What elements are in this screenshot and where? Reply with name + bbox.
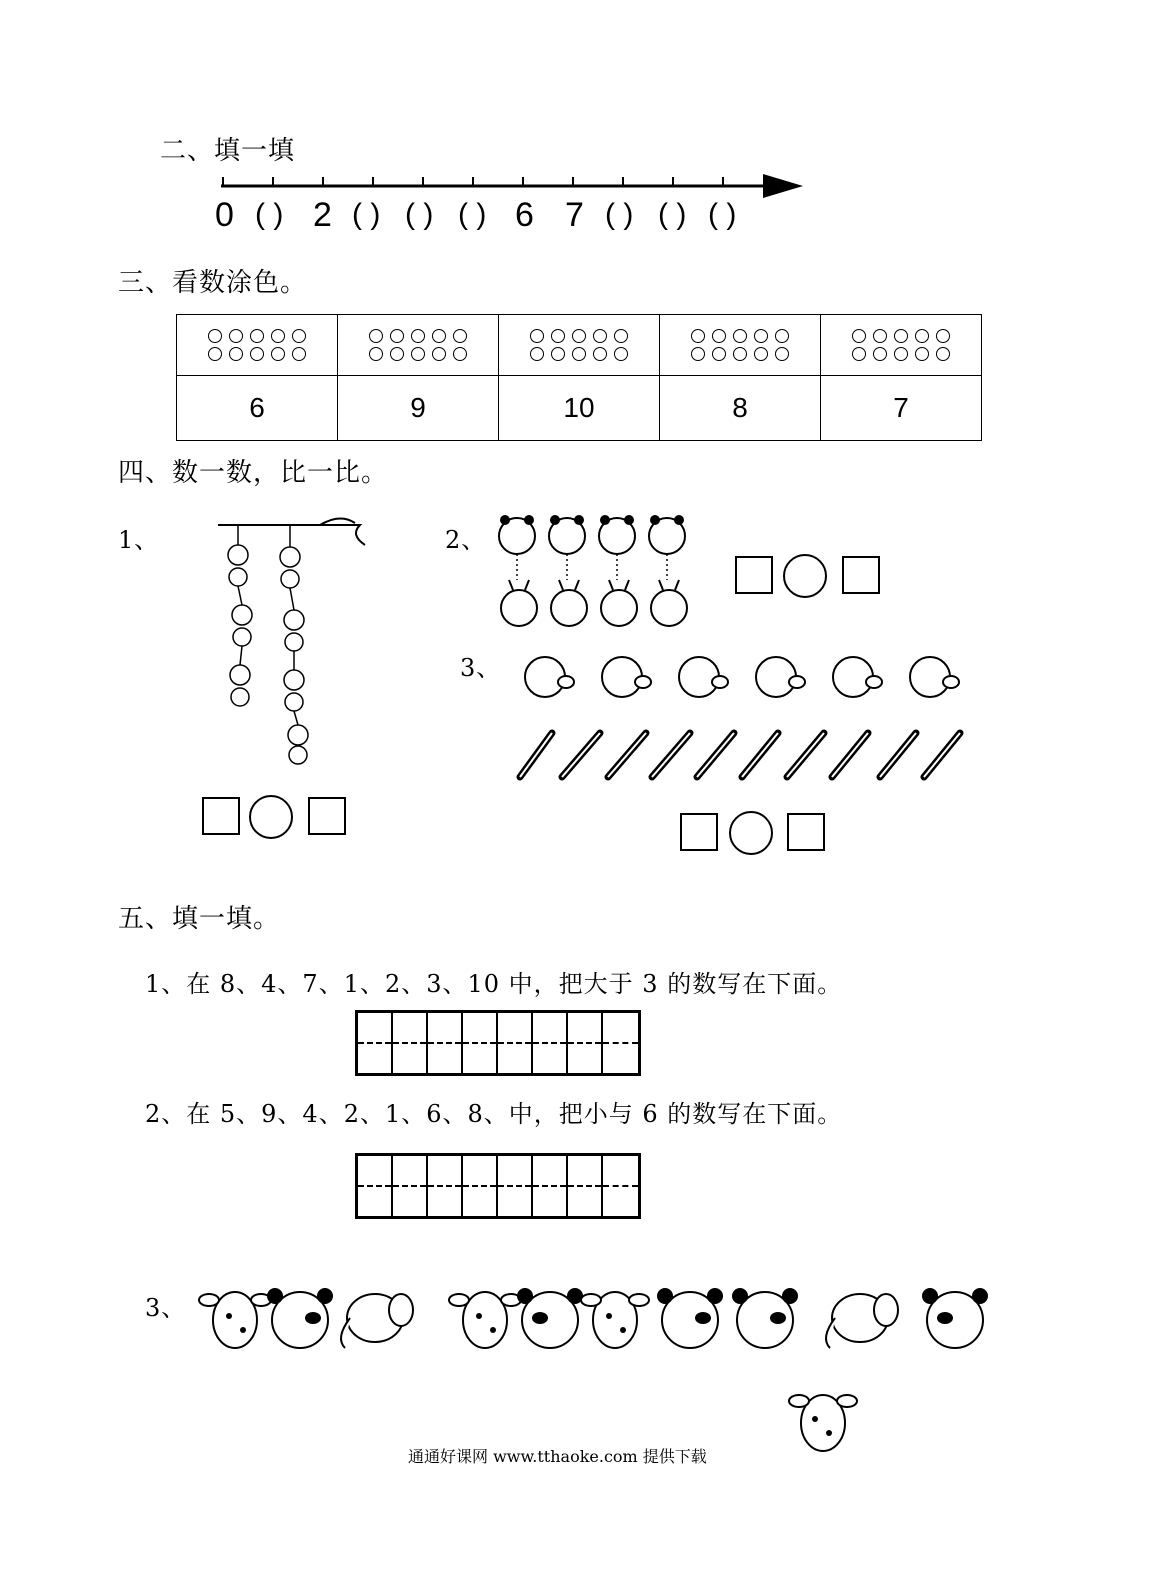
deer-icon	[501, 590, 687, 626]
question-2: 2、在 5、9、4、2、1、6、8、中，把小与 6 的数写在下面。	[145, 1100, 843, 1128]
number-line-label-6: 6	[515, 196, 534, 234]
giraffe-icon	[785, 1385, 865, 1460]
number-line-label-2: 2	[313, 196, 332, 234]
color-table	[176, 314, 982, 441]
circle-cell[interactable]	[338, 315, 499, 376]
compare-box[interactable]	[735, 556, 773, 594]
number-cell: 8	[660, 376, 821, 441]
compare-circle[interactable]	[249, 795, 293, 839]
stick-icon	[512, 725, 967, 785]
section2-heading: 二、填一填	[160, 136, 296, 166]
circle-cell[interactable]	[499, 315, 660, 376]
compare-circle[interactable]	[729, 811, 773, 855]
writing-grid-1[interactable]	[355, 1010, 641, 1076]
elephant-icon	[341, 1294, 413, 1348]
circle-cell[interactable]	[660, 315, 821, 376]
section4-heading: 四、数一数，比一比。	[118, 458, 389, 488]
monkey-icon	[210, 515, 370, 775]
compare-circle[interactable]	[783, 554, 827, 598]
number-line-blank[interactable]: ( )	[658, 198, 687, 231]
question-1: 1、在 8、4、7、1、2、3、10 中，把大于 3 的数写在下面。	[145, 970, 843, 998]
compare-box[interactable]	[842, 556, 880, 594]
number-line-blank[interactable]: ( )	[352, 198, 381, 231]
number-line-blank[interactable]: ( )	[405, 198, 434, 231]
animal-parade	[195, 1280, 995, 1360]
question-3-label: 3、	[145, 1294, 187, 1322]
number-line-blank[interactable]: ( )	[255, 198, 284, 231]
compare-box[interactable]	[202, 797, 240, 835]
number-cell: 9	[338, 376, 499, 441]
pig-icon	[520, 652, 965, 702]
number-line-blank[interactable]: ( )	[708, 198, 737, 231]
number-cell: 10	[499, 376, 660, 441]
compare-box[interactable]	[680, 813, 718, 851]
writing-grid-2[interactable]	[355, 1153, 641, 1219]
circle-cell[interactable]	[177, 315, 338, 376]
number-line-label-0: 0	[215, 196, 234, 234]
number-cell: 7	[821, 376, 982, 441]
section5-heading: 五、填一填。	[118, 904, 281, 934]
circle-cell[interactable]	[821, 315, 982, 376]
number-line-blank[interactable]: ( )	[458, 198, 487, 231]
footer-text: 通通好课网 www.tthaoke.com 提供下载	[408, 1447, 707, 1466]
item2-label: 2、	[445, 526, 487, 554]
compare-box[interactable]	[308, 797, 346, 835]
section3-heading: 三、看数涂色。	[118, 268, 308, 298]
number-line-label-7: 7	[565, 196, 584, 234]
item3-label: 3、	[460, 654, 502, 682]
number-cell: 6	[177, 376, 338, 441]
bear-icon	[495, 508, 705, 633]
number-line-blank[interactable]: ( )	[605, 198, 634, 231]
item1-label: 1、	[118, 526, 160, 554]
compare-box[interactable]	[787, 813, 825, 851]
giraffe-icon	[199, 1292, 271, 1348]
panda-icon	[267, 1288, 333, 1348]
